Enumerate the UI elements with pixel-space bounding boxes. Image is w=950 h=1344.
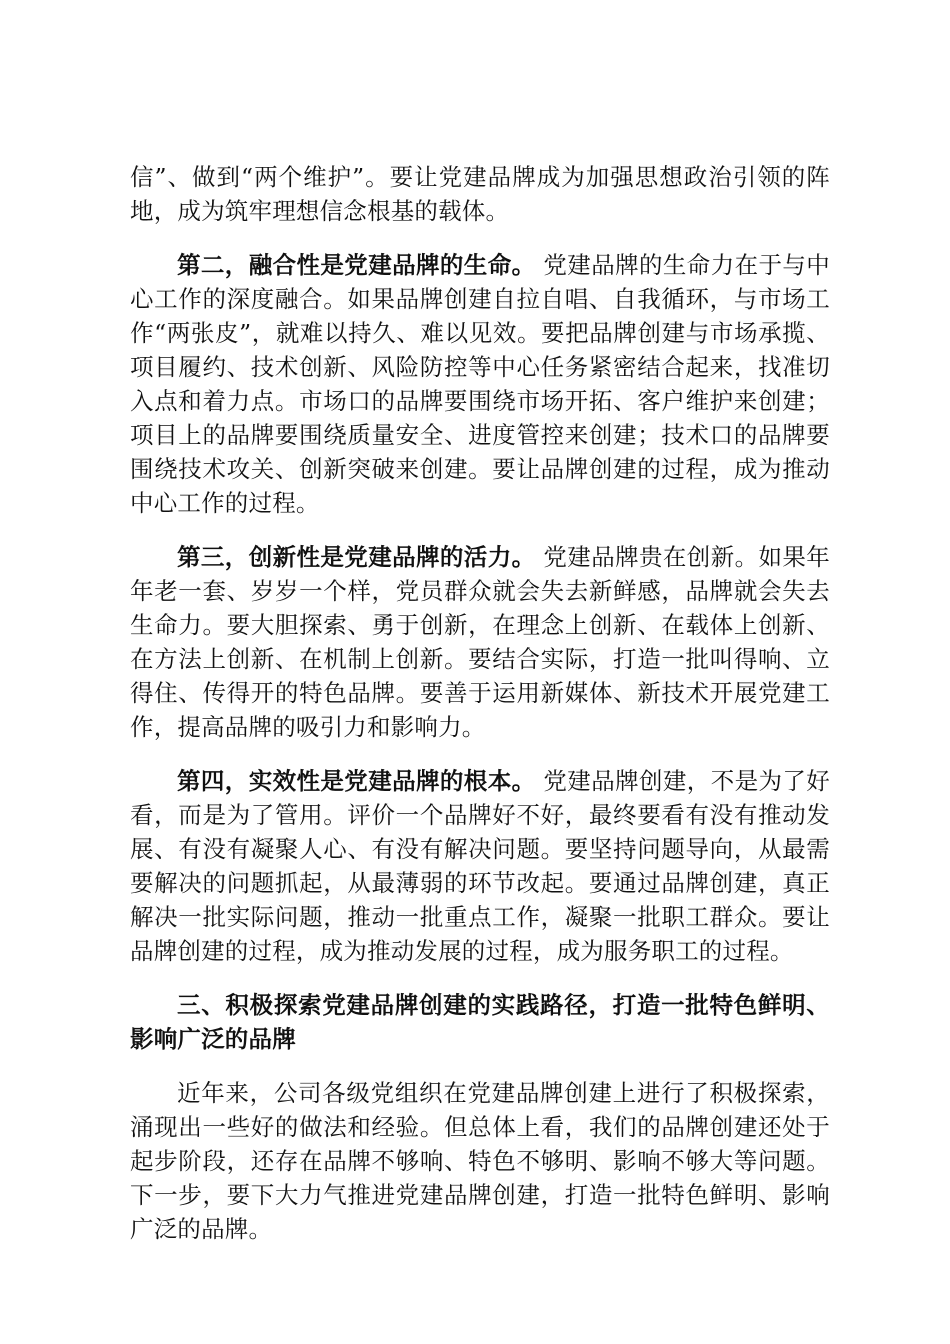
paragraph-text: 党建品牌贵在创新。如果年年老一套、岁岁一个样，党员群众就会失去新鲜感，品牌就会失去生命力。要大胆探索、勇于创新，在理念上创新、在载体上创新、在方法上创新、在机制上创新。要结合实际，打造一批叫得响、立得住、传得开的特色品牌。要善于运用新媒体、新技术开展党建工作，提高品牌的吸引力和影响力。	[130, 543, 830, 741]
paragraph-text: 党建品牌的生命力在于与中心工作的深度融合。如果品牌创建自拉自唱、自我循环，与市场工作“两张皮”，就难以持久、难以见效。要把品牌创建与市场承揽、项目履约、技术创新、风险防控等中心任务紧密结合起来，找准切入点和着力点。市场口的品牌要围绕市场开拓、客户维护来创建；项目上的品牌要围绕质量安全、进度管控来创建；技术口的品牌要围绕技术攻关、创新突破来创建。要让品牌创建的过程，成为推动中心工作的过程。	[130, 251, 830, 517]
paragraph-text: 信”、做到“两个维护”。要让党建品牌成为加强思想政治引领的阵地，成为筑牢理想信念根基的载体。	[130, 163, 830, 225]
paragraph-point-three	[130, 540, 830, 744]
paragraph-point-two	[130, 248, 830, 520]
paragraph-lead: 第二，融合性是党建品牌的生命。	[177, 251, 536, 279]
section-heading: 三、积极探索党建品牌创建的实践路径，打造一批特色鲜明、影响广泛的品牌	[130, 991, 830, 1053]
document-page	[130, 160, 830, 1246]
paragraph-lead: 第三，创新性是党建品牌的活力。	[177, 543, 536, 571]
paragraph-continuation	[130, 160, 830, 228]
closing-paragraph: 近年来，公司各级党组织在党建品牌创建上进行了积极探索，涌现出一些好的做法和经验。但总体上看，我们的品牌创建还处于起步阶段，还存在品牌不够响、特色不够明、影响不够大等问题。下一步，要下大力气推进党建品牌创建，打造一批特色鲜明、影响广泛的品牌。	[130, 1079, 830, 1243]
paragraph-text: 党建品牌创建，不是为了好看，而是为了管用。评价一个品牌好不好，最终要看有没有推动发展、有没有凝聚人心、有没有解决问题。要坚持问题导向，从最需要解决的问题抓起，从最薄弱的环节改起。要通过品牌创建，真正解决一批实际问题，推动一批重点工作，凝聚一批职工群众。要让品牌创建的过程，成为推动发展的过程，成为服务职工的过程。	[130, 767, 830, 965]
paragraph-point-four	[130, 764, 830, 968]
paragraph-lead: 第四，实效性是党建品牌的根本。	[177, 767, 536, 795]
